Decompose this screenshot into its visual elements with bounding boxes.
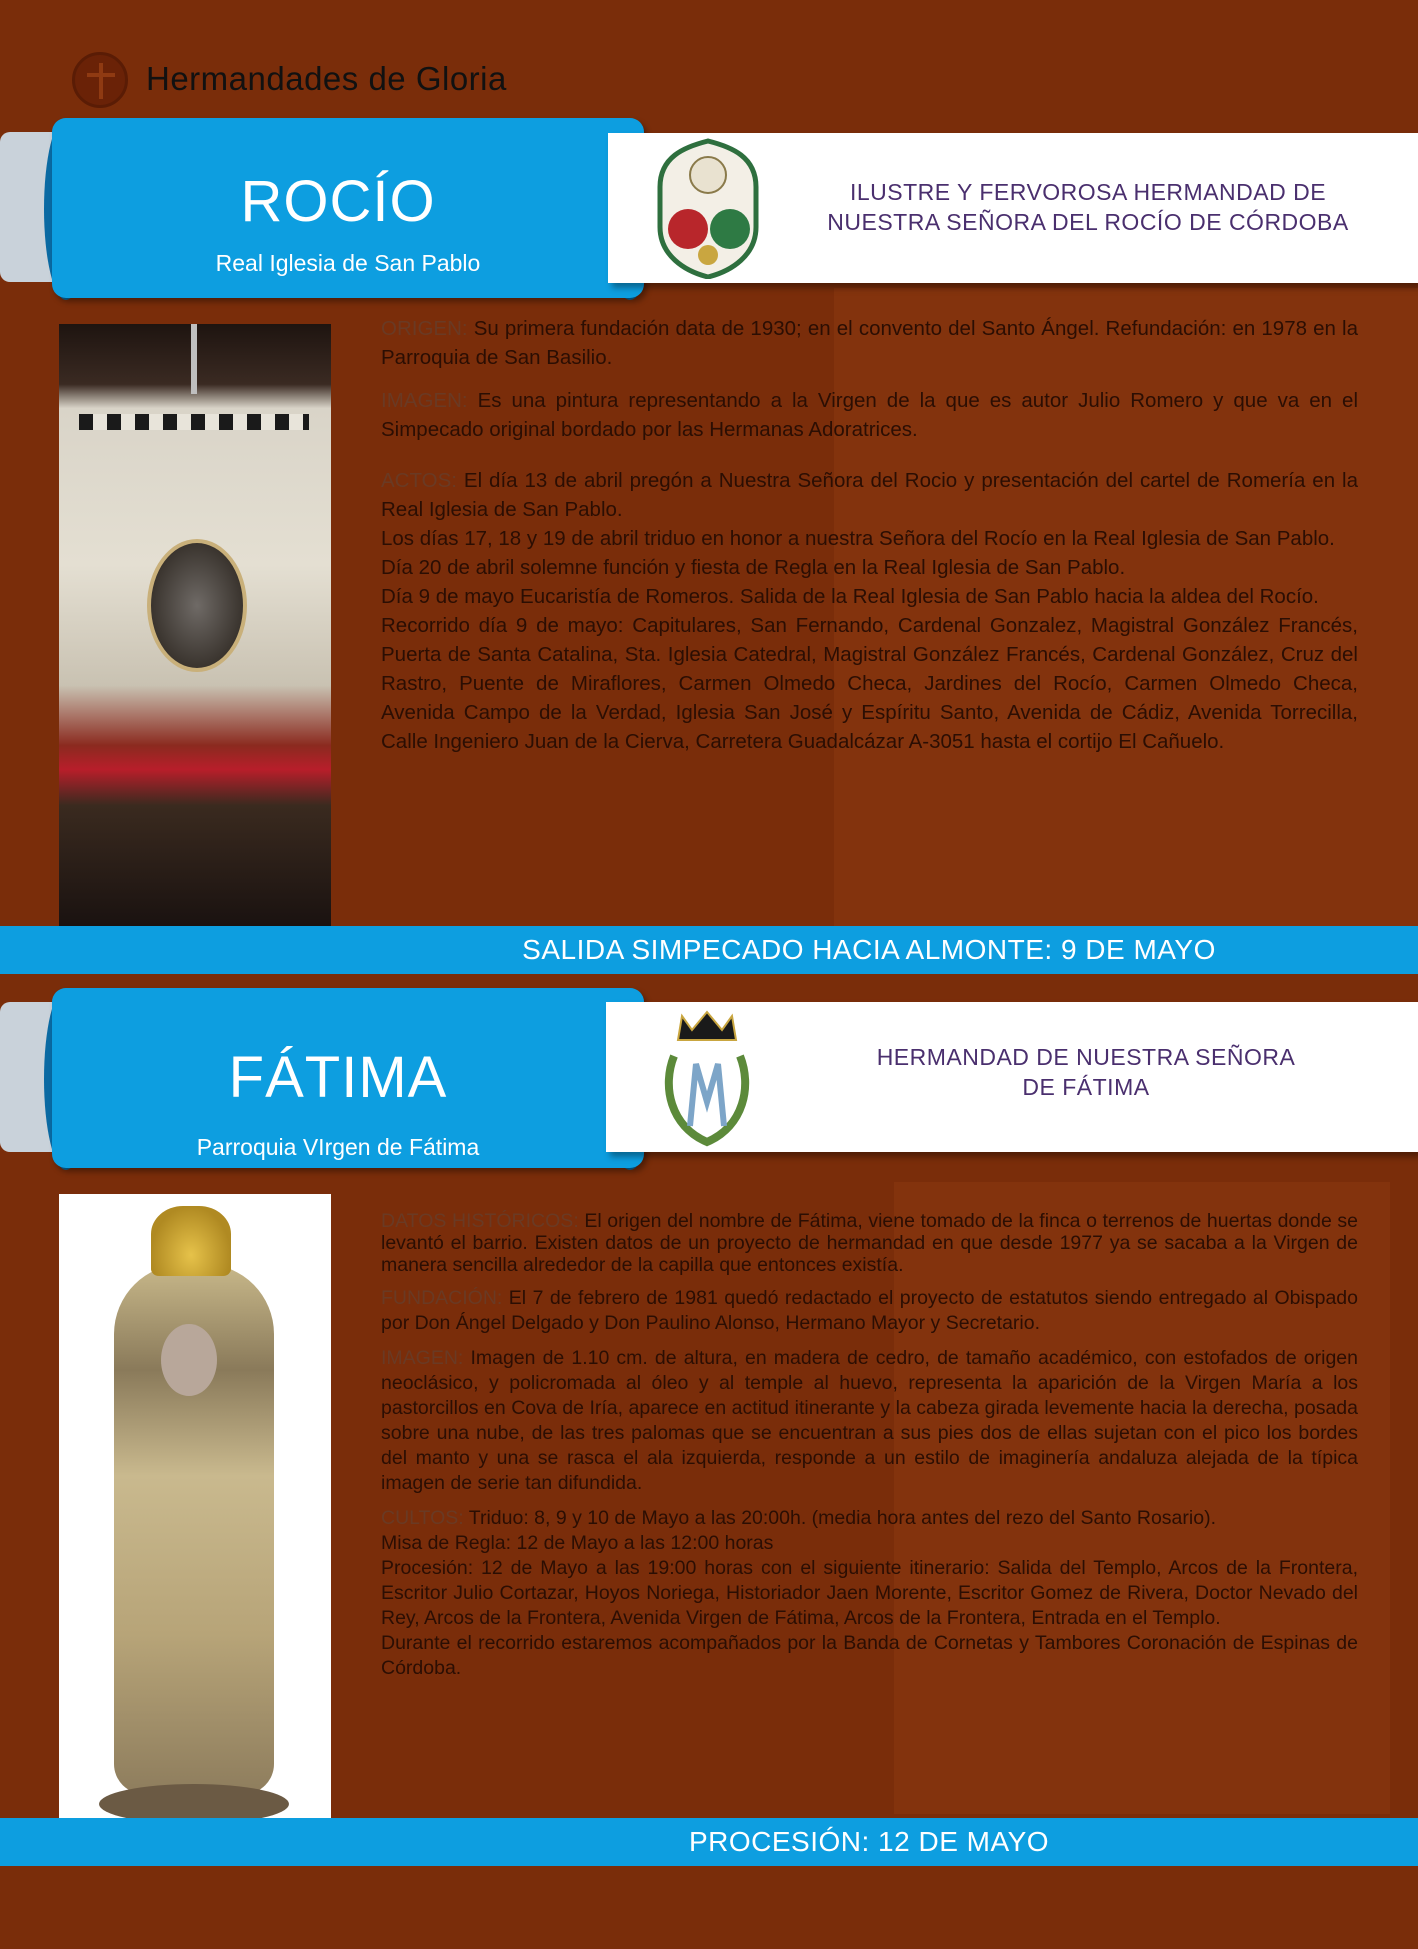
text-datos-historicos: El origen del nombre de Fátima, viene tomado de la finca o terrenos de huertas donde se levantó el barrio. Existen datos de un proyecto de hermandad en que desde 1977 ya se sacaba a la Virgen de manera sencilla alrededor de la capilla que entonces existía.: [381, 1210, 1358, 1276]
line-misa: Misa de Regla: 12 de Mayo a las 12:00 horas: [381, 1532, 774, 1554]
line-procesion: Procesión: 12 de Mayo a las 19:00 horas con el siguiente itinerario: Salida del Templo, Arcos de la Frontera, Escritor Julio Cortazar, Hoyos Noriega, Historiador Jaen Morente, Escritor Gomez de Rivera, Doctor Nevado del Rey, Arcos de la Frontera, Avenida Virgen de Fátima, Arcos de la Frontera, Entrada en el Templo.: [381, 1557, 1358, 1629]
paragraph-fundacion: [381, 1286, 1358, 1336]
label-origen: ORIGEN:: [381, 317, 468, 340]
paragraph-imagen: [381, 386, 1358, 444]
brotherhood-shield-icon: [652, 137, 764, 279]
brotherhood-name-box: [606, 1002, 1418, 1152]
label-imagen: IMAGEN:: [381, 1347, 464, 1369]
line-eucaristia: Día 9 de mayo Eucaristía de Romeros. Salida de la Real Iglesia de San Pablo hacia la aldea del Rocío.: [381, 585, 1319, 608]
label-fundacion: FUNDACIÓN:: [381, 1287, 503, 1309]
label-datos-historicos: DATOS HISTÓRICOS:: [381, 1210, 579, 1232]
line-funcion: Día 20 de abril solemne función y fiesta de Regla en la Real Iglesia de San Pablo.: [381, 556, 1126, 579]
band-text: PROCESIÓN: 12 DE MAYO: [688, 1826, 1050, 1857]
brotherhood-name-box: [608, 133, 1418, 283]
paragraph-actos: [381, 466, 1358, 524]
section-title: ROCÍO: [240, 169, 436, 234]
simpecado-photo: [59, 324, 331, 926]
brotherhood-name-line1: ILUSTRE Y FERVOROSA HERMANDAD DE: [849, 179, 1327, 205]
brotherhood-name-line2: DE FÁTIMA: [1022, 1074, 1150, 1100]
text-actos: El día 13 de abril pregón a Nuestra Señora del Rocio y presentación del cartel de Romería en la Real Iglesia de San Pablo.: [381, 469, 1358, 521]
section-title-tab: [52, 118, 644, 298]
label-imagen: IMAGEN:: [381, 389, 468, 412]
brotherhood-name-line1: HERMANDAD DE NUESTRA SEÑORA: [876, 1044, 1296, 1070]
text-imagen: Imagen de 1.10 cm. de altura, en madera de cedro, de tamaño académico, con estofados de origen neoclásico, y policromada al óleo y al temple al huevo, representa la aparición de la Virgen María a los pastorcillos en Cova de Iría, aparece en actitud itinerante y la cabeza girada levemente hacia la derecha, posada sobre una nube, de las tres palomas que se encuentran a sus pies dos de ellas sujetan con el pico los bordes del manto y una se rasca el ala izquierda, responde a un estilo de imaginería andaluza alejada de la típica imagen de serie tan difundida.: [381, 1347, 1358, 1494]
paragraph-cultos: [381, 1506, 1358, 1531]
label-cultos: CULTOS:: [381, 1507, 464, 1529]
label-actos: ACTOS:: [381, 469, 457, 492]
text-cultos: Triduo: 8, 9 y 10 de Mayo a las 20:00h. (media hora antes del rezo del Santo Rosario).: [463, 1507, 1216, 1529]
line-banda: Durante el recorrido estaremos acompañados por la Banda de Cornetas y Tambores Coronación de Espinas de Córdoba.: [381, 1632, 1358, 1679]
line-triduo: Los días 17, 18 y 19 de abril triduo en honor a nuestra Señora del Rocío en la Real Iglesia de San Pablo.: [381, 527, 1335, 550]
text-imagen: Es una pintura representando a la Virgen de la que es autor Julio Romero y que va en el Simpecado original bordado por las Hermanas Adoratrices.: [381, 389, 1358, 441]
date-band: [0, 926, 1418, 974]
section-title: FÁTIMA: [228, 1045, 448, 1110]
section-body: [381, 314, 1358, 756]
line-recorrido: Recorrido día 9 de mayo: Capitulares, San Fernando, Cardenal Gonzalez, Magistral González Francés, Puerta de Santa Catalina, Sta. Iglesia Catedral, Magistral González Francés, Cardenal González, Cruz del Rastro, Puente de Miraflores, Carmen Olmedo Checa, Jardines del Rocío, Carmen Olmedo Checa, Avenida Campo de la Verdad, Iglesia San José y Espíritu Santo, Avenida de Cádiz, Avenida Torrecilla, Calle Ingeniero Juan de la Cierva, Carretera Guadalcázar A-3051 hasta el cortijo El Cañuelo.: [381, 614, 1358, 753]
paragraph-datos-historicos: [381, 1210, 1358, 1276]
text-origen: Su primera fundación data de 1930; en el convento del Santo Ángel. Refundación: en 1978 en la Parroquia de San Basilio.: [381, 317, 1358, 369]
date-band: [0, 1818, 1418, 1866]
section-title-tab: [52, 988, 644, 1168]
section-body: [381, 1210, 1358, 1681]
band-text: SALIDA SIMPECADO HACIA ALMONTE: 9 DE MAYO: [522, 934, 1216, 965]
section-church: Parroquia VIrgen de Fátima: [196, 1134, 480, 1160]
paragraph-imagen: [381, 1346, 1358, 1496]
text-fundacion: El 7 de febrero de 1981 quedó redactado el proyecto de estatutos siendo entregado al Obispado por Don Ángel Delgado y Don Paulino Alonso, Hermano Mayor y Secretario.: [381, 1287, 1358, 1334]
crowned-monogram-icon: [652, 1006, 762, 1148]
cross-emblem-icon: [72, 52, 128, 108]
section-church: Real Iglesia de San Pablo: [215, 250, 481, 276]
page-header-title: Hermandades de Gloria: [146, 60, 507, 97]
virgin-statue-photo: [59, 1194, 331, 1818]
brotherhood-name-line2: NUESTRA SEÑORA DEL ROCÍO DE CÓRDOBA: [827, 209, 1349, 235]
paragraph-origen: [381, 314, 1358, 372]
